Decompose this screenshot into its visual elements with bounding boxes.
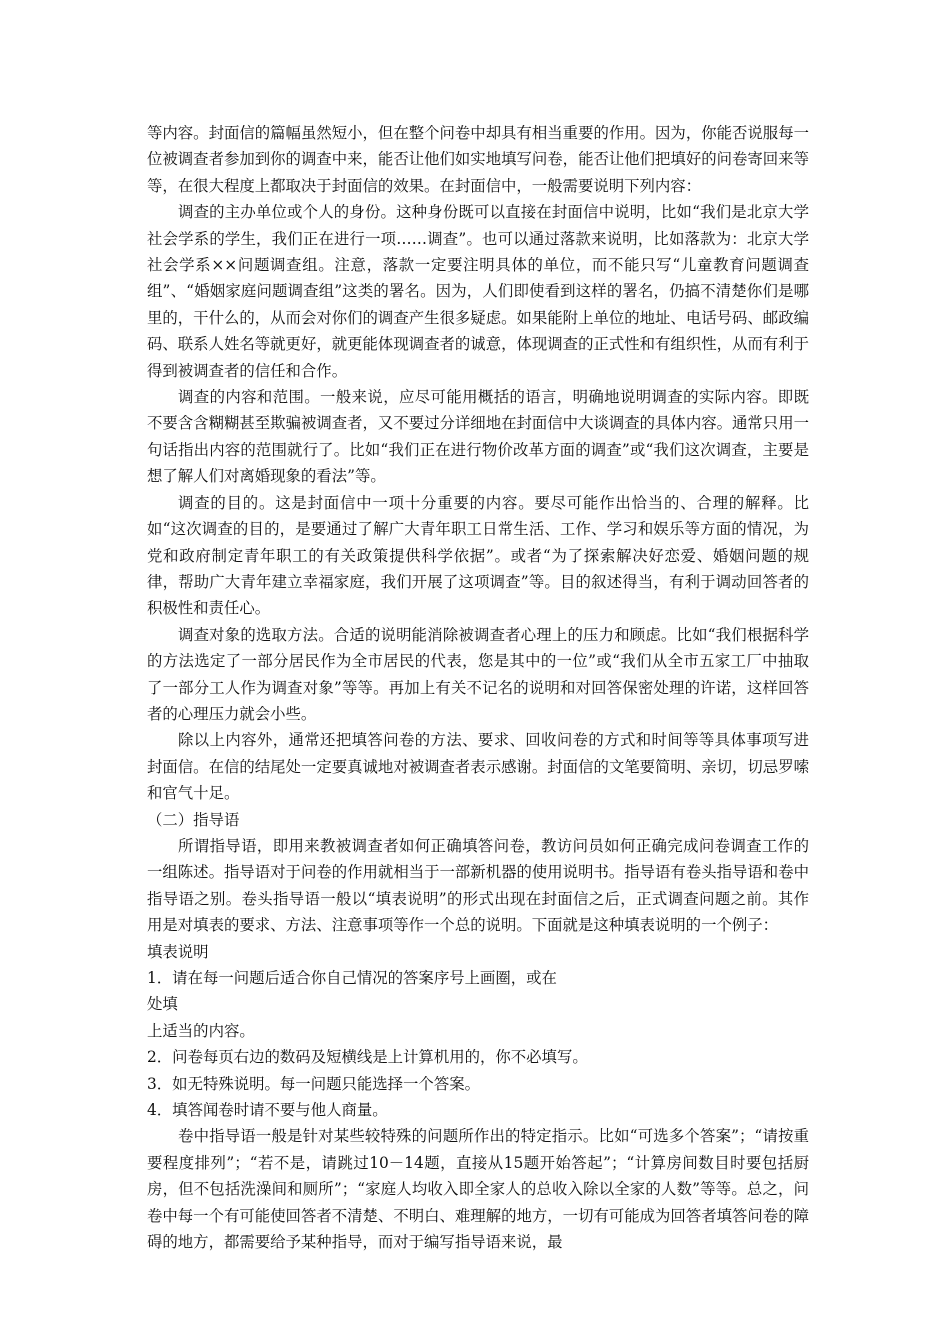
example-item-1: 1．请在每一问题后适合你自己情况的答案序号上画圈，或在 xyxy=(147,969,557,987)
paragraph-other-items: 除以上内容外，通常还把填答问卷的方法、要求、回收问卷的方式和时间等等具体事项写进封面信。在信的结尾处一定要真诚地对被调查者表示感谢。封面信的文笔要简明、亲切，切忌罗嗦和官气十足。 xyxy=(147,731,809,803)
example-item-4: 4．填答闻卷时请不要与他人商量。 xyxy=(147,1101,388,1120)
section-heading-instructions: （二）指导语 xyxy=(147,810,240,829)
document-page xyxy=(147,120,809,1255)
paragraph-cover-letter-intro: 等内容。封面信的篇幅虽然短小，但在整个问卷中却具有相当重要的作用。因为，你能否说服每一位被调查者参加到你的调查中来，能否让他们如实地填写问卷，能否让他们把填好的问卷寄回来等等，在很大程度上都取决于封面信的效果。在封面信中，一般需要说明下列内容： xyxy=(147,124,809,195)
paragraph-in-questionnaire-instructions: 卷中指导语一般是针对某些较特殊的问题所作出的特定指示。比如“可选多个答案”；“请按重要程度排列”；“若不是，请跳过10－14题，直接从15题开始答起”；“计算房间数目时要包括厨房，但不包括洗澡间和厕所”；“家庭人均收入即全家人的总收入除以全家的人数”等等。总之，问卷中每一个有可能使回答者不清楚、不明白、难理解的地方，一切有可能成为回答者填答问卷的障碍的地方，都需要给予某种指导，而对于编写指导语来说，最 xyxy=(147,1127,809,1252)
paragraph-survey-purpose: 调查的目的。这是封面信中一项十分重要的内容。要尽可能作出恰当的、合理的解释。比如“这次调查的目的，是要通过了解广大青年职工日常生活、工作、学习和娱乐等方面的情况，为党和政府制定青年职工的有关政策提供科学依据”。或者“为了探索解决好恋爱、婚姻问题的规律，帮助广大青年建立幸福家庭，我们开展了这项调查”等。目的叙述得当，有利于调动回答者的积极性和责任心。 xyxy=(147,493,809,618)
paragraph-sponsor-identity: 调查的主办单位或个人的身份。这种身份既可以直接在封面信中说明，比如“我们是北京大学社会学系的学生，我们正在进行一项……调查”。也可以通过落款来说明，比如落款为：北京大学社会学系××问题调查组。注意，落款一定要注明具体的单位，而不能只写“儿童教育问题调查组”、“婚姻家庭问题调查组”这类的署名。因为，人们即使看到这样的署名，仍搞不清楚你们是哪里的，干什么的，从而会对你们的调查产生很多疑虑。如果能附上单位的地址、电话号码、邮政编码、联系人姓名等就更好，就更能体现调查者的诚意，体现调查的正式性和有组织性，从而有利于得到被调查者的信任和合作。 xyxy=(147,203,809,380)
paragraph-instructions-definition: 所谓指导语，即用来教被调查者如何正确填答问卷，教访问员如何正确完成问卷调查工作的一组陈述。指导语对于问卷的作用就相当于一部新机器的使用说明书。指导语有卷头指导语和卷中指导语之别。卷头指导语一般以“填表说明”的形式出现在封面信之后，正式调查问题之前。其作用是对填表的要求、方法、注意事项等作一个总的说明。下面就是这种填表说明的一个例子： xyxy=(147,836,809,935)
example-item-2: 2．问卷每页右边的数码及短横线是上计算机用的，你不必填写。 xyxy=(147,1048,588,1067)
example-item-1-cont-a: 处填 xyxy=(147,995,178,1014)
example-title: 填表说明 xyxy=(147,942,209,961)
paragraph-sampling-method: 调查对象的选取方法。合适的说明能消除被调查者心理上的压力和顾虑。比如“我们根据科学的方法选定了一部分居民作为全市居民的代表，您是其中的一位”或“我们从全市五家工厂中抽取了一部分工人作为调查对象”等等。再加上有关不记名的说明和对回答保密处理的许诺，这样回答者的心理压力就会小些。 xyxy=(147,625,809,723)
paragraph-content-scope: 调查的内容和范围。一般来说，应尽可能用概括的语言，明确地说明调查的实际内容。即既不要含含糊糊甚至欺骗被调查者，又不要过分详细地在封面信中大谈调查的具体内容。通常只用一句话指出内容的范围就行了。比如“我们正在进行物价改革方面的调查”或“我们这次调查，主要是想了解人们对离婚现象的看法”等。 xyxy=(147,388,809,486)
example-item-3: 3．如无特殊说明。每一问题只能选择一个答案。 xyxy=(147,1074,480,1093)
example-item-1-cont-b: 上适当的内容。 xyxy=(147,1021,255,1040)
